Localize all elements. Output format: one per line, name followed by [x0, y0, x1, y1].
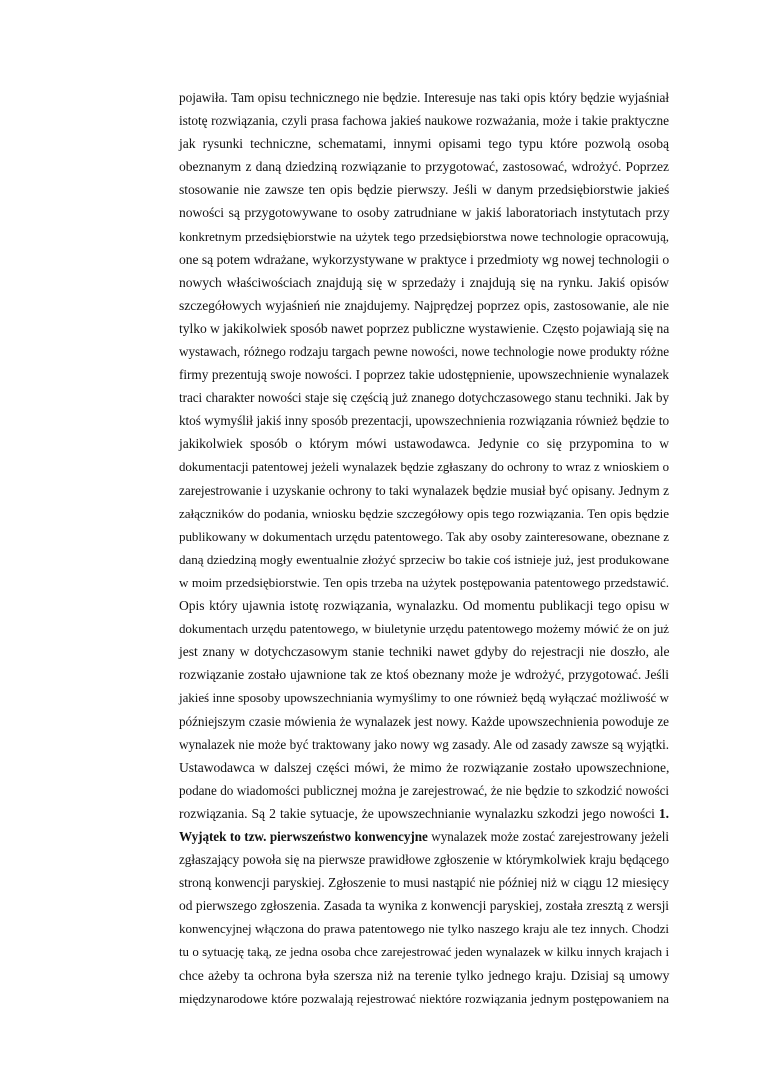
text-line: nowości są przygotowywane to osoby zatrudniane w jakiś laboratoriach instytutach przy: [179, 205, 670, 221]
text-line: jakikolwiek sposób o którym mówi ustawodawca. Jedynie co się przypomina to w: [179, 436, 669, 452]
text-line: stosowanie nie zawsze ten opis będzie pierwszy. Jeśli w danym przedsiębiorstwie jakieś: [179, 182, 670, 198]
text-line: istotę rozwiązania, czyli prasa fachowa jakieś naukowe rozważania, może i takie praktyczne: [179, 113, 669, 129]
bold-heading: Wyjątek to tzw. pierwszeństwo konwencyjne: [179, 829, 428, 844]
text-line: wystawach, różnego rodzaju targach pewne nowości, nowe technologie nowe produkty różne: [179, 344, 669, 360]
text-line: od pierwszego zgłoszenia. Zasada ta wynika z konwencji paryskiej, została zresztą z wersji: [179, 898, 669, 914]
text-line: konkretnym przedsiębiorstwie na użytek tego przedsiębiorstwa nowe technologie opracowują,: [179, 228, 669, 244]
text-line: szczegółowych wyjaśnień nie znajdujemy. Najprędzej poprzez opis, zastosowanie, ale nie: [179, 297, 670, 313]
text-line: wynalazek nie może być traktowany jako nowy wg zasady. Ale od zasady zawsze są wyjątki.: [179, 736, 669, 752]
text-line: Ustawodawca w dalszej części mówi, że mimo że rozwiązanie zostało upowszechnione,: [179, 759, 670, 775]
text-line: ktoś wymyślił jakiś inny sposób prezentacji, upowszechnienia rozwiązania również będzie to: [179, 413, 669, 429]
text-line: zgłaszający powoła się na pierwsze prawidłowe zgłoszenie w którymkolwiek kraju będącego: [179, 852, 669, 868]
text-line-with-bold-ending: [179, 802, 669, 825]
text-line: dokumentacji patentowej jeżeli wynalazek będzie zgłaszany do ochrony to wraz z wnioskiem o: [179, 459, 669, 474]
text-line: tylko w jakikolwiek sposób nawet poprzez publiczne wystawienie. Często pojawiają się na: [179, 320, 670, 336]
text-line: jak rysunki techniczne, schematami, innymi opisami tego typu które pozwolą osobą: [179, 136, 670, 152]
text-line: w moim przedsiębiorstwie. Ten opis trzeba na użytek postępowania patentowego przedstawić.: [179, 574, 669, 590]
text-line: stroną konwencji paryskiej. Zgłoszenie to musi nastąpić nie później niż w ciągu 12 miesięcy: [179, 875, 669, 891]
text-line: jakieś inne sposoby upowszechniania wymyślimy to one również będą wyłączać możliwość w: [179, 690, 669, 706]
text-line: publikowany w dokumentach urzędu patentowego. Tak aby osoby zainteresowane, obeznane z: [179, 528, 669, 544]
text-line: firmy prezentują swoje nowości. I poprzez takie udostępnienie, upowszechnienie wynalazek: [179, 367, 669, 383]
text-line: nowych właściwościach znajdują się w sprzedaży i znajdują się na rynku. Jakiś opisów: [179, 274, 669, 290]
document-text: [179, 86, 669, 1010]
text-line-with-bold-start: [179, 825, 669, 848]
text-segment: rozwiązania. Są 2 takie sytuacje, że upowszechnianie wynalazku szkodzi jego nowości: [179, 805, 659, 821]
text-line: konwencyjnej włączona do prawa patentowego nie tylko naszego kraju ale tez innych. Chodzi: [179, 921, 669, 937]
text-line: traci charakter nowości staje się częścią już znanego dotychczasowego stanu techniki. Jak by: [179, 390, 669, 406]
text-line: rozwiązanie zostało ujawnione tak ze ktoś obeznany może je wdrożyć, przygotować. Jeśli: [179, 667, 669, 683]
text-line: pojawiła. Tam opisu technicznego nie będzie. Interesuje nas taki opis który będzie wyjaśniał: [179, 90, 669, 105]
text-line: podane do wiadomości publicznej można je zarejestrować, że nie będzie to szkodzić nowości: [179, 782, 669, 798]
text-line: załączników do podania, wniosku będzie szczegółowy opis tego rozwiązania. Ten opis będzie: [179, 505, 669, 521]
text-line: obeznanym z daną dziedziną rozwiązanie to przygotować, zastosować, wdrożyć. Poprzez: [179, 159, 669, 175]
text-line: międzynarodowe które pozwalają rejestrować niektóre rozwiązania jednym postępowaniem na: [179, 990, 669, 1006]
text-line: chce ażeby ta ochrona była szersza niż na terenie tylko jednego kraju. Dzisiaj są umowy: [179, 967, 670, 983]
text-line: jest znany w dotychczasowym stanie techniki nawet gdyby do rejestracji nie doszło, ale: [179, 644, 670, 660]
text-line: one są potem wdrażane, wykorzystywane w praktyce i przedmioty wg nowej technologii o: [179, 251, 670, 267]
bold-number: 1.: [658, 805, 669, 821]
text-line: dokumentach urzędu patentowego, w biuletynie urzędu patentowego możemy mówić że on już: [179, 621, 669, 637]
text-segment: wynalazek może zostać zarejestrowany jeżeli: [427, 829, 669, 844]
text-line: daną dziedziną mogły ewentualnie złożyć sprzeciw bo takie coś istnieje już, jest produkowane: [179, 551, 669, 567]
text-line: zarejestrowanie i uzyskanie ochrony to taki wynalazek będzie musiał być opisany. Jednym z: [179, 482, 669, 498]
text-line: późniejszym czasie mówienia że wynalazek jest nowy. Każde upowszechnienia powoduje ze: [179, 713, 669, 729]
text-line: tu o sytuację taką, ze jedna osoba chce zarejestrować jeden wynalazek w kilku innych krajach i: [179, 944, 669, 960]
text-line: Opis który ujawnia istotę rozwiązania, wynalazku. Od momentu publikacji tego opisu w: [179, 598, 670, 614]
